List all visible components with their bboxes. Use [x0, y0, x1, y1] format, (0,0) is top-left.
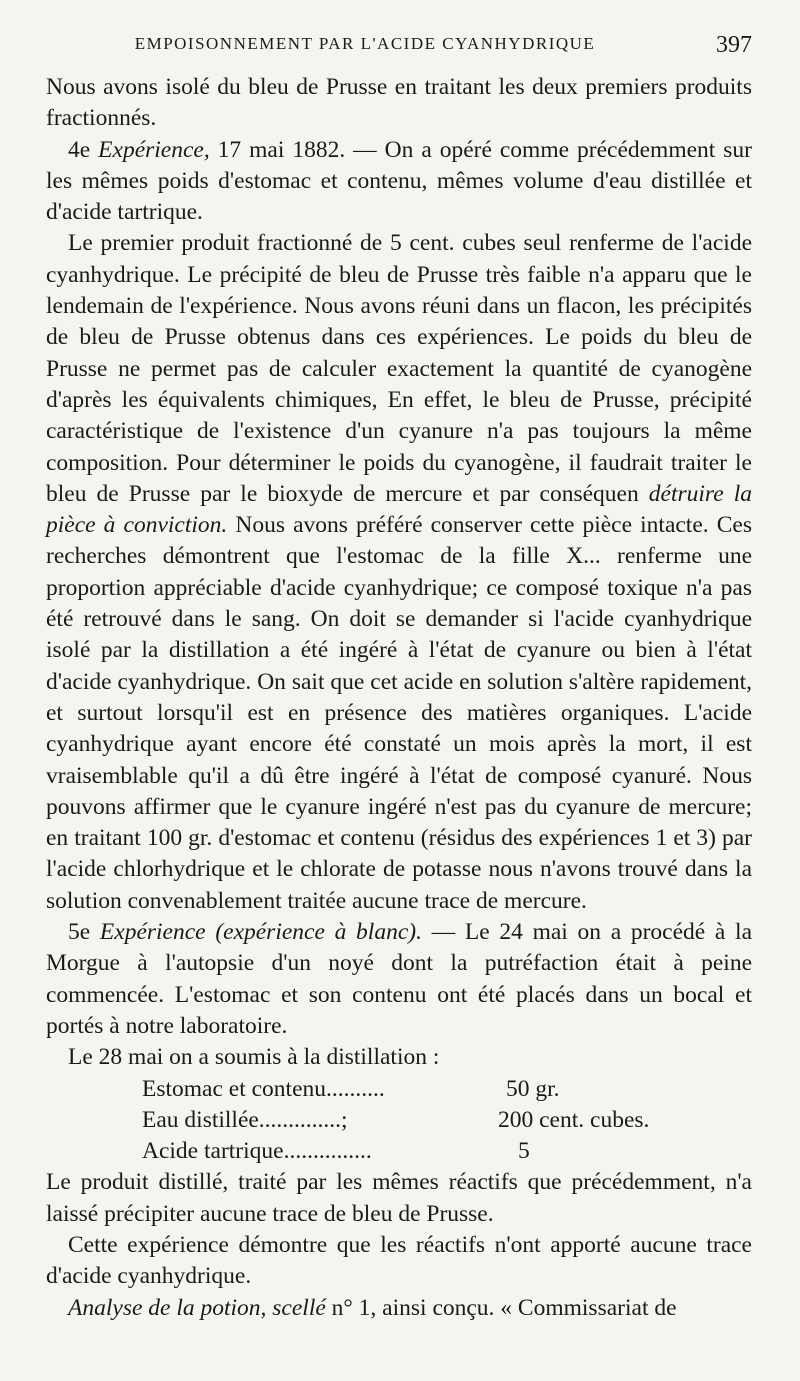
ingredient-label: Estomac et contenu.......... [142, 1075, 385, 1102]
ingredient-amount: 5 [518, 1138, 530, 1165]
paragraph-experience-4 [46, 135, 752, 229]
paragraph-first-product [46, 228, 752, 917]
experiment-label: Expérience, [98, 136, 210, 163]
paragraph-text: Nous avons préféré conserver cette pièce intacte. Ces recherches démontrent que l'estomac de la fille X... renferme une proportion appréciable d'acide cyanhydrique; ce composé toxique n'a pas été retrouvé dans le sang. On doit se demander si l'acide cyanhydrique isolé par la distillation a été ingéré à l'état de cyanure ou bien à l'état d'acide cyanhydrique. On sait que cet acide en solution s'altère rapidement, et surtout lorsqu'il est en présence des matières organiques. L'acide cyanhydrique ayant encore été constaté un mois après la mort, il est vraisemblable qu'il a dû être ingéré à l'état de composé cyanuré. Nous pouvons affirmer que le cyanure ingéré n'est pas du cyanure de mercure; en traitant 100 gr. d'estomac et contenu (résidus des expériences 1 et 3) par l'acide chlorhydrique et le chlorate de potasse nous n'avons trouvé dans la solution convenablement traitée aucune trace de mercure. [46, 512, 752, 914]
ingredient-amount: 200 cent. cubes. [498, 1106, 650, 1133]
paragraph-distilled-product [46, 1167, 752, 1230]
paragraph-text: 17 mai 1882. — On a opéré comme précédemment sur les mêmes poids d'estomac et contenu, mêmes volume d'eau distillée et d'acide tartrique. [46, 136, 753, 226]
distillation-intro: Le 28 mai on a soumis à la distillation : [68, 1044, 440, 1071]
page-body [46, 72, 752, 1324]
experiment-parenthetical: (expérience à blanc). [215, 919, 422, 946]
page-header [48, 34, 752, 64]
experiment-label: Expérience [99, 919, 206, 946]
paragraph-text: — Le 24 mai on a procédé à la Morgue à l'autopsie d'un noyé dont la putréfaction était à peine commencée. L'estomac et son contenu ont été placés dans un bocal et portés à notre laboratoire. [46, 919, 753, 1039]
running-title: EMPOISONNEMENT PAR L'ACIDE CYANHYDRIQUE [134, 34, 596, 53]
page-number: 397 [716, 32, 752, 58]
ingredient-label: Acide tartrique............... [142, 1138, 372, 1165]
paragraph-conclusion [46, 1230, 752, 1293]
paragraph-potion-analysis [46, 1293, 752, 1324]
paragraph-prussian-blue-isolated [46, 72, 752, 135]
table-row [46, 1136, 752, 1167]
ingredient-amount: 50 gr. [506, 1075, 560, 1102]
paragraph-text: Le produit distillé, traité par les mêmes réactifs que précédemment, n'a laissé précipiter aucune trace de bleu de Prusse. [46, 1169, 752, 1227]
experiment-number: 4e [68, 136, 91, 163]
paragraph-text: Le premier produit fractionné de 5 cent. cubes seul renferme de l'acide cyanhydrique. Le précipité de bleu de Prusse très faible n'a apparu que le lendemain de l'expérience. Nous avons réuni dans un flacon, les précipités de bleu de Prusse obtenus dans ces expériences. Le poids du bleu de Prusse ne permet pas de calculer exactement la quantité de cyanogène d'après les équivalents chimiques, En effet, le bleu de Prusse, précipité caractéristique de l'existence d'un cyanure n'a pas toujours la même composition. Pour déterminer le poids du cyanogène, il faudrait traiter le bleu de Prusse par le bioxyde de mercure et par conséquen [46, 230, 752, 507]
experiment-number: 5e [68, 919, 91, 946]
paragraph-text: Nous avons isolé du bleu de Prusse en traitant les deux premiers produits fractionnés. [46, 74, 752, 132]
paragraph-experience-5 [46, 917, 752, 1042]
table-row [46, 1105, 752, 1136]
italic-phrase: détruire la pièce à conviction. [46, 480, 752, 539]
paragraph-text: n° 1, ainsi conçu. « Commissariat de [325, 1294, 677, 1321]
distillation-table [46, 1074, 752, 1168]
section-label: Analyse de la potion, scellé [68, 1294, 326, 1321]
ingredient-label: Eau distillée..............; [142, 1106, 348, 1133]
paragraph-text: Cette expérience démontre que les réactifs n'ont apporté aucune trace d'acide cyanhydrique. [46, 1231, 752, 1290]
table-row [46, 1074, 752, 1105]
